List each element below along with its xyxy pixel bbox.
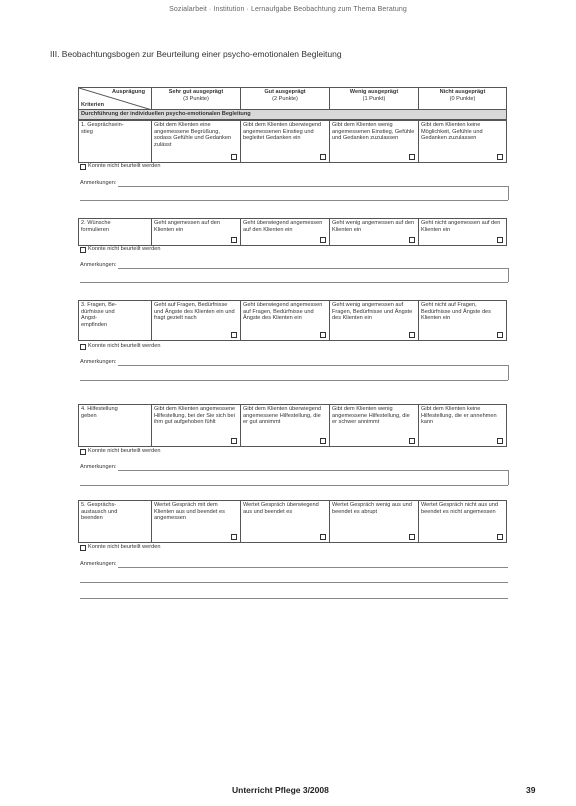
page-number: 39 [526,785,536,795]
criterion-name: 5. Gesprächs- austausch und beenden [79,501,152,543]
not-observed-label: Konnte nicht beurteilt werden [88,163,161,169]
remarks-line[interactable] [80,282,508,283]
rating-cell-0[interactable]: Geht nicht angemessen auf den Klienten ein [419,219,507,246]
not-observed-checkbox[interactable] [80,164,86,170]
col-header-0: Nicht ausgeprägt (0 Punkte) [419,88,507,110]
page-title: III. Beobachtungsbogen zur Beurteilung einer psycho-emotionalen Begleitung [50,49,342,59]
rating-cell-1[interactable]: Geht wenig angemessen auf den Klienten ein [330,219,419,246]
rating-checkbox[interactable] [320,438,326,444]
remarks-line[interactable] [118,365,508,366]
rating-checkbox[interactable] [497,332,503,338]
remarks-label: Anmerkungen: [80,262,117,268]
criterion-name: 2. Wünsche formulieren [79,219,152,246]
remarks-label: Anmerkungen: [80,180,117,186]
rating-checkbox[interactable] [409,534,415,540]
rating-cell-3[interactable]: Gibt dem Klienten eine angemessene Begrüßung, sodass Gefühle und Gedanken zulässt [152,121,241,163]
rating-checkbox[interactable] [320,237,326,243]
not-observed-label: Konnte nicht beurteilt werden [88,544,161,550]
rating-checkbox[interactable] [497,438,503,444]
remarks-line[interactable] [118,268,508,269]
not-observed-label: Konnte nicht beurteilt werden [88,448,161,454]
remarks-label: Anmerkungen: [80,359,117,365]
remarks-edge [508,365,509,380]
not-observed-checkbox[interactable] [80,247,86,253]
remarks-line[interactable] [80,582,508,583]
rating-checkbox[interactable] [409,438,415,444]
criterion-name: 1. Gesprächsein- stieg [79,121,152,163]
rating-checkbox[interactable] [320,534,326,540]
rating-cell-1[interactable]: Geht wenig angemessen auf Fragen, Bedürfnisse und Ängste des Klienten ein [330,301,419,341]
header-corner-cell [79,88,152,110]
rating-checkbox[interactable] [231,534,237,540]
criterion-1-row [78,120,507,163]
rating-checkbox[interactable] [409,332,415,338]
rating-cell-3[interactable]: Geht angemessen auf den Klienten ein [152,219,241,246]
rating-cell-3[interactable]: Gibt dem Klienten angemessene Hilfestellung, bei der Sie sich bei ihm gut aufgehoben fühlt [152,405,241,447]
rating-cell-3[interactable]: Wertet Gespräch mit dem Klienten aus und beendet es angemessen [152,501,241,543]
journal-footer: Unterricht Pflege 3/2008 [232,785,329,795]
remarks-line[interactable] [118,470,508,471]
rating-cell-2[interactable]: Wertet Gespräch überwiegend aus und beendet es [241,501,330,543]
rating-cell-1[interactable]: Gibt dem Klienten wenig angemessenen Einstieg, Gefühle und Gedanken zuzulassen [330,121,419,163]
remarks-line[interactable] [80,380,508,381]
rating-checkbox[interactable] [497,154,503,160]
remarks-label: Anmerkungen: [80,561,117,567]
kriterien-label: Kriterien [81,101,105,108]
not-observed-checkbox[interactable] [80,545,86,551]
rating-cell-0[interactable]: Gibt dem Klienten keine Möglichkeit, Gefühle und Gedanken zuzulassen [419,121,507,163]
running-header: Sozialarbeit · Institution · Lernaufgabe Beobachtung zum Thema Beratung [169,6,407,13]
criteria-header-table [78,87,507,120]
rating-checkbox[interactable] [497,237,503,243]
rating-cell-2[interactable]: Gibt dem Klienten überwiegend angemessene Hilfestellung, die er gut annimmt [241,405,330,447]
rating-checkbox[interactable] [231,237,237,243]
remarks-edge [508,268,509,282]
rating-cell-1[interactable]: Gibt dem Klienten wenig angemessene Hilfestellung, die er schwer annimmt [330,405,419,447]
rating-checkbox[interactable] [497,534,503,540]
remarks-line[interactable] [80,200,508,201]
remarks-edge [508,470,509,485]
remarks-label: Anmerkungen: [80,464,117,470]
rating-cell-0[interactable]: Wertet Gespräch nicht aus und beendet es nicht angemessen [419,501,507,543]
criterion-3-row [78,300,507,341]
criterion-2-row [78,218,507,246]
rating-cell-2[interactable]: Geht überwiegend angemessen auf den Klienten ein [241,219,330,246]
rating-checkbox[interactable] [231,332,237,338]
not-observed-checkbox[interactable] [80,344,86,350]
col-header-1: Wenig ausgeprägt (1 Punkt) [330,88,419,110]
rating-checkbox[interactable] [320,332,326,338]
rating-checkbox[interactable] [409,237,415,243]
remarks-line[interactable] [80,485,508,486]
rating-cell-2[interactable]: Geht überwiegend angemessen auf Fragen, Bedürfnisse und Ängste des Klienten ein [241,301,330,341]
col-header-3: Sehr gut ausgeprägt (3 Punkte) [152,88,241,110]
remarks-edge [508,186,509,200]
rating-cell-1[interactable]: Wertet Gespräch wenig aus und beendet es abrupt [330,501,419,543]
not-observed-checkbox[interactable] [80,449,86,455]
rating-checkbox[interactable] [231,438,237,444]
auspraegung-label: Ausprägung [112,89,145,95]
remarks-line[interactable] [80,598,508,599]
rating-cell-0[interactable]: Geht nicht auf Fragen, Bedürfnisse und Ängste des Klienten ein [419,301,507,341]
not-observed-label: Konnte nicht beurteilt werden [88,246,161,252]
rating-cell-3[interactable]: Geht auf Fragen, Bedürfnisse und Ängste des Klienten ein und fragt gezielt nach [152,301,241,341]
criterion-4-row [78,404,507,447]
criterion-name: 3. Fragen, Be- dürfnisse und Angst- empfinden [79,301,152,341]
criterion-name: 4. Hilfestellung geben [79,405,152,447]
not-observed-label: Konnte nicht beurteilt werden [88,343,161,349]
rating-checkbox[interactable] [320,154,326,160]
remarks-line[interactable] [118,186,508,187]
col-header-2: Gut ausgeprägt (2 Punkte) [241,88,330,110]
criterion-5-row [78,500,507,543]
rating-checkbox[interactable] [409,154,415,160]
section-band: Durchführung der individuellen psycho-emotionalen Begleitung [79,110,507,120]
rating-cell-0[interactable]: Gibt dem Klienten keine Hilfestellung, die er annehmen kann [419,405,507,447]
rating-checkbox[interactable] [231,154,237,160]
remarks-line[interactable] [118,567,508,568]
rating-cell-2[interactable]: Gibt dem Klienten überwiegend angemessenen Einstieg und begleitet Gedanken ein [241,121,330,163]
